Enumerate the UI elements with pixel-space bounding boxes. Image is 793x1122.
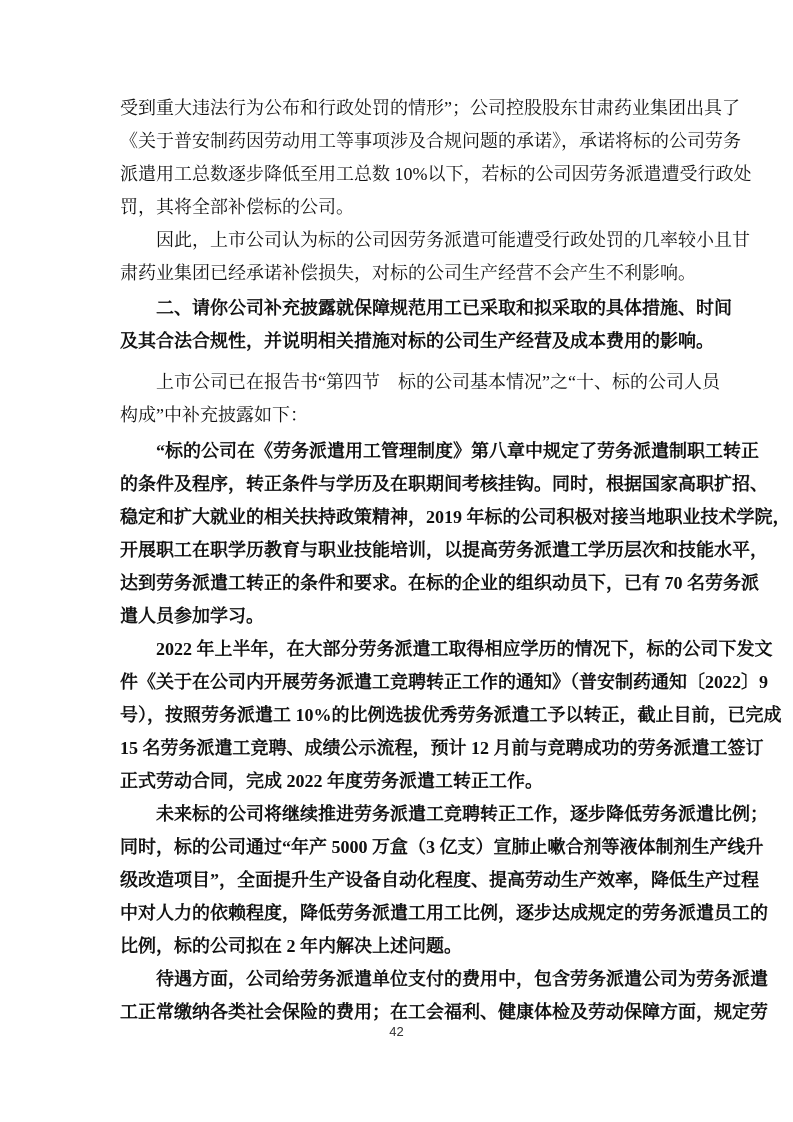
text-line: 受到重大违法行为公布和行政处罚的情形”；公司控股股东甘肃药业集团出具了	[120, 98, 740, 118]
text-line: 开展职工在职学历教育与职业技能培训，以提高劳务派遣工学历层次和技能水平，	[120, 540, 768, 560]
text-line: 件《关于在公司内开展劳务派遣工竞聘转正工作的通知》（普安制药通知〔2022〕9	[120, 672, 768, 692]
text-line: 正式劳动合同，完成 2022 年度劳务派遣工转正工作。	[120, 771, 543, 791]
text-line: 二、请你公司补充披露就保障规范用工已采取和拟采取的具体措施、时间	[156, 298, 732, 318]
text-line: 构成”中补充披露如下：	[120, 405, 308, 425]
text-line: 工正常缴纳各类社会保险的费用；在工会福利、健康体检及劳动保障方面，规定劳	[120, 1002, 768, 1022]
text-line: 达到劳务派遣工转正的条件和要求。在标的企业的组织动员下，已有 70 名劳务派	[120, 573, 759, 593]
text-line: 及其合法合规性，并说明相关措施对标的公司生产经营及成本费用的影响。	[120, 331, 714, 351]
text-line: 肃药业集团已经承诺补偿损失，对标的公司生产经营不会产生不利影响。	[120, 263, 696, 283]
text-line: 派遣用工总数逐步降低至用工总数 10%以下，若标的公司因劳务派遣遭受行政处	[120, 164, 752, 184]
text-line: 待遇方面，公司给劳务派遣单位支付的费用中，包含劳务派遣公司为劳务派遣	[156, 969, 768, 989]
text-line: 15 名劳务派遣工竞聘、成绩公示流程，预计 12 月前与竞聘成功的劳务派遣工签订	[120, 738, 764, 758]
text-line: 2022 年上半年，在大部分劳务派遣工取得相应学历的情况下，标的公司下发文	[156, 639, 773, 659]
text-line: 同时，标的公司通过“年产 5000 万盒（3 亿支）宣肺止嗽合剂等液体制剂生产线升	[120, 837, 764, 857]
text-line: 稳定和扩大就业的相关扶持政策精神，2019 年标的公司积极对接当地职业技术学院，	[120, 507, 791, 527]
text-line: 的条件及程序，转正条件与学历及在职期间考核挂钩。同时，根据国家高职扩招、	[120, 474, 768, 494]
text-line: 号），按照劳务派遣工 10%的比例选拔优秀劳务派遣工予以转正，截止目前，已完成	[120, 705, 782, 725]
text-line: 《关于普安制药因劳动用工等事项涉及合规问题的承诺》，承诺将标的公司劳务	[120, 131, 741, 151]
page-number: 42	[389, 1024, 404, 1039]
text-line: 因此，上市公司认为标的公司因劳务派遣可能遭受行政处罚的几率较小且甘	[156, 230, 750, 250]
text-line: “标的公司在《劳务派遣用工管理制度》第八章中规定了劳务派遣制职工转正	[156, 441, 759, 461]
text-line: 罚，其将全部补偿标的公司。	[120, 197, 354, 217]
text-line: 未来标的公司将继续推进劳务派遣工竞聘转正工作，逐步降低劳务派遣比例；	[156, 804, 768, 824]
text-line: 级改造项目”，全面提升生产设备自动化程度、提高劳动生产效率，降低生产过程	[120, 870, 759, 890]
text-line: 上市公司已在报告书“第四节 标的公司基本情况”之“十、标的公司人员	[156, 372, 720, 392]
text-line: 比例，标的公司拟在 2 年内解决上述问题。	[120, 936, 462, 956]
text-line: 中对人力的依赖程度，降低劳务派遣工用工比例，逐步达成规定的劳务派遣员工的	[120, 903, 768, 923]
text-line: 遣人员参加学习。	[120, 606, 264, 626]
